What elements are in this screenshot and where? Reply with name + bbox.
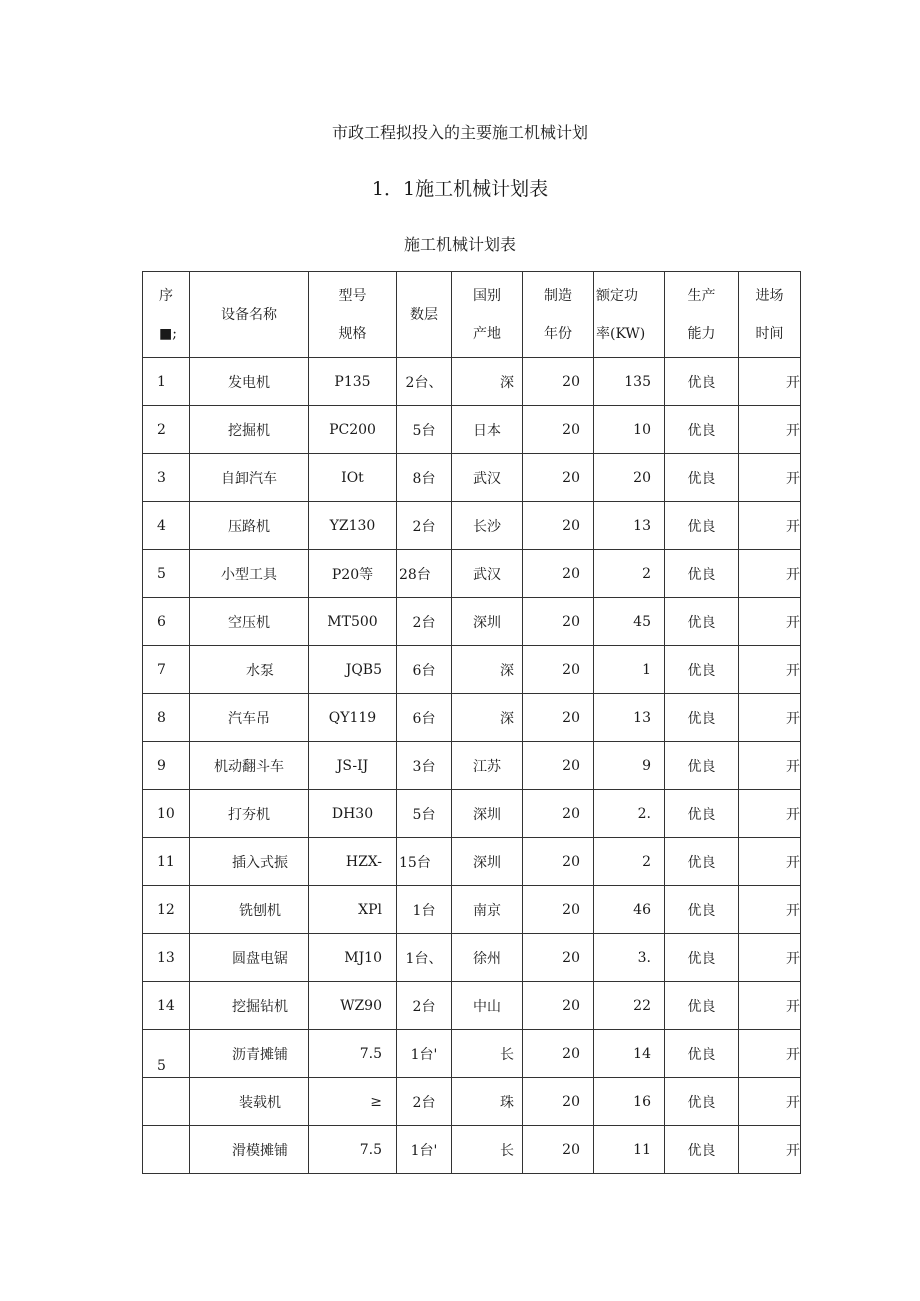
- cell-qty: 2台: [397, 598, 452, 646]
- cell-year: 20: [523, 598, 594, 646]
- cell-capacity: 优良: [665, 502, 739, 550]
- cell-origin: 深圳: [452, 598, 523, 646]
- cell-power: 20: [594, 454, 665, 502]
- cell-entry: 开: [739, 790, 801, 838]
- cell-capacity: 优良: [665, 838, 739, 886]
- header-entry: [739, 272, 801, 358]
- cell-model: IOt: [309, 454, 397, 502]
- cell-year: 20: [523, 646, 594, 694]
- cell-qty: 1台': [397, 1126, 452, 1174]
- cell-seq: 14: [143, 982, 190, 1030]
- cell-qty: 8台: [397, 454, 452, 502]
- header-model-line: 规格: [338, 325, 367, 342]
- cell-qty: 5台: [397, 790, 452, 838]
- cell-capacity: 优良: [665, 1126, 739, 1174]
- cell-capacity: 优良: [665, 886, 739, 934]
- cell-entry: 开: [739, 934, 801, 982]
- table-row: [143, 646, 801, 694]
- header-year-line: 制造: [544, 287, 572, 304]
- cell-origin: 中山: [452, 982, 523, 1030]
- cell-qty: 1台、: [397, 934, 452, 982]
- header-capacity-line: 生产: [687, 287, 716, 304]
- cell-qty: 6台: [397, 646, 452, 694]
- cell-name: 圆盘电锯: [190, 934, 309, 982]
- cell-name: 汽车吊: [190, 694, 309, 742]
- cell-year: 20: [523, 1126, 594, 1174]
- cell-capacity: 优良: [665, 1030, 739, 1078]
- cell-model: YZ130: [309, 502, 397, 550]
- cell-year: 20: [523, 934, 594, 982]
- cell-year: 20: [523, 406, 594, 454]
- table-row: [143, 1030, 801, 1078]
- cell-year: 20: [523, 1030, 594, 1078]
- cell-power: 11: [594, 1126, 665, 1174]
- cell-name: 空压机: [190, 598, 309, 646]
- cell-model: MT500: [309, 598, 397, 646]
- header-origin: [452, 272, 523, 358]
- cell-entry: 开: [739, 358, 801, 406]
- table-row: [143, 838, 801, 886]
- cell-qty: 2台: [397, 1078, 452, 1126]
- cell-origin: 日本: [452, 406, 523, 454]
- header-qty-line: 数层: [410, 306, 438, 323]
- cell-entry: 开: [739, 982, 801, 1030]
- cell-origin: 长: [452, 1126, 523, 1174]
- cell-origin: 深圳: [452, 838, 523, 886]
- cell-qty: 2台: [397, 982, 452, 1030]
- cell-power: 13: [594, 694, 665, 742]
- cell-year: 20: [523, 1078, 594, 1126]
- cell-power: 46: [594, 886, 665, 934]
- table-row: [143, 1126, 801, 1174]
- cell-year: 20: [523, 838, 594, 886]
- table-row: [143, 358, 801, 406]
- cell-origin: 珠: [452, 1078, 523, 1126]
- cell-capacity: 优良: [665, 598, 739, 646]
- cell-origin: 深: [452, 358, 523, 406]
- header-name-line: 设备名称: [221, 306, 277, 323]
- cell-qty: 1台': [397, 1030, 452, 1078]
- cell-entry: 开: [739, 694, 801, 742]
- cell-year: 20: [523, 358, 594, 406]
- cell-origin: 长: [452, 1030, 523, 1078]
- table-row: [143, 406, 801, 454]
- cell-name: 挖掘机: [190, 406, 309, 454]
- cell-capacity: 优良: [665, 454, 739, 502]
- cell-qty: 1台: [397, 886, 452, 934]
- cell-qty: 2台、: [397, 358, 452, 406]
- cell-model: P135: [309, 358, 397, 406]
- cell-model: HZX-: [309, 838, 397, 886]
- cell-year: 20: [523, 550, 594, 598]
- cell-power: 2: [594, 838, 665, 886]
- cell-year: 20: [523, 790, 594, 838]
- header-entry-line: 进场: [755, 287, 784, 304]
- table-row: [143, 886, 801, 934]
- cell-power: 13: [594, 502, 665, 550]
- cell-capacity: 优良: [665, 646, 739, 694]
- table-row: [143, 982, 801, 1030]
- cell-entry: 开: [739, 838, 801, 886]
- cell-capacity: 优良: [665, 550, 739, 598]
- header-model-line: 型号: [338, 287, 367, 304]
- table-row: [143, 934, 801, 982]
- cell-model: QY119: [309, 694, 397, 742]
- cell-origin: 深圳: [452, 790, 523, 838]
- table-row: [143, 454, 801, 502]
- cell-model: P20等: [309, 550, 397, 598]
- cell-name: 装载机: [190, 1078, 309, 1126]
- cell-power: 14: [594, 1030, 665, 1078]
- cell-seq: 7: [143, 646, 190, 694]
- cell-seq: 3: [143, 454, 190, 502]
- cell-entry: 开: [739, 1078, 801, 1126]
- document-title: 市政工程拟投入的主要施工机械计划: [331, 123, 588, 142]
- cell-year: 20: [523, 454, 594, 502]
- cell-entry: 开: [739, 406, 801, 454]
- cell-seq: 10: [143, 790, 190, 838]
- cell-model: JS-IJ: [309, 742, 397, 790]
- header-capacity-line: 能力: [687, 325, 716, 342]
- cell-model: MJ10: [309, 934, 397, 982]
- cell-capacity: 优良: [665, 406, 739, 454]
- cell-seq: 13: [143, 934, 190, 982]
- cell-year: 20: [523, 742, 594, 790]
- cell-seq: 12: [143, 886, 190, 934]
- section-heading: 1．1施工机械计划表: [371, 178, 549, 200]
- cell-model: 7.5: [309, 1030, 397, 1078]
- table-row: [143, 502, 801, 550]
- cell-entry: 开: [739, 454, 801, 502]
- header-power: [594, 272, 665, 358]
- cell-origin: 深: [452, 646, 523, 694]
- cell-entry: 开: [739, 646, 801, 694]
- cell-name: 发电机: [190, 358, 309, 406]
- header-entry-line: 时间: [755, 325, 784, 342]
- cell-model: DH30: [309, 790, 397, 838]
- cell-entry: 开: [739, 598, 801, 646]
- cell-seq: 2: [143, 406, 190, 454]
- cell-name: 铣刨机: [190, 886, 309, 934]
- cell-capacity: 优良: [665, 1078, 739, 1126]
- header-year-line: 年份: [544, 325, 572, 342]
- cell-model: ≥: [309, 1078, 397, 1126]
- cell-entry: 开: [739, 886, 801, 934]
- cell-qty: 15台: [397, 838, 452, 886]
- cell-origin: 徐州: [452, 934, 523, 982]
- cell-origin: 武汉: [452, 550, 523, 598]
- cell-seq: [143, 1126, 190, 1174]
- cell-qty: 5台: [397, 406, 452, 454]
- cell-capacity: 优良: [665, 694, 739, 742]
- cell-origin: 深: [452, 694, 523, 742]
- table-row: [143, 598, 801, 646]
- header-seq-line: ■;: [159, 325, 177, 342]
- cell-entry: 开: [739, 502, 801, 550]
- cell-model: XPl: [309, 886, 397, 934]
- cell-origin: 武汉: [452, 454, 523, 502]
- cell-origin: 南京: [452, 886, 523, 934]
- cell-seq: 9: [143, 742, 190, 790]
- cell-qty: 3台: [397, 742, 452, 790]
- cell-name: 机动翻斗车: [190, 742, 309, 790]
- equipment-table: [142, 271, 801, 1174]
- cell-model: PC200: [309, 406, 397, 454]
- cell-seq: 1: [143, 358, 190, 406]
- cell-year: 20: [523, 502, 594, 550]
- cell-name: 水泵: [190, 646, 309, 694]
- cell-qty: 2台: [397, 502, 452, 550]
- cell-capacity: 优良: [665, 790, 739, 838]
- cell-seq: 5: [143, 550, 190, 598]
- header-power-line: 额定功: [596, 287, 638, 304]
- cell-year: 20: [523, 982, 594, 1030]
- cell-name: 沥青摊铺: [190, 1030, 309, 1078]
- cell-power: 2.: [594, 790, 665, 838]
- cell-name: 自卸汽车: [190, 454, 309, 502]
- cell-power: 135: [594, 358, 665, 406]
- header-origin-line: 国别: [473, 287, 501, 304]
- cell-power: 16: [594, 1078, 665, 1126]
- table-row: [143, 1078, 801, 1126]
- cell-entry: 开: [739, 1126, 801, 1174]
- cell-power: 1: [594, 646, 665, 694]
- cell-entry: 开: [739, 1030, 801, 1078]
- cell-qty: 28台: [397, 550, 452, 598]
- table-row: [143, 550, 801, 598]
- cell-name: 插入式振: [190, 838, 309, 886]
- cell-seq: 11: [143, 838, 190, 886]
- table-caption: 施工机械计划表: [403, 235, 516, 254]
- cell-model: JQB5: [309, 646, 397, 694]
- header-origin-line: 产地: [473, 325, 501, 342]
- cell-year: 20: [523, 694, 594, 742]
- cell-capacity: 优良: [665, 358, 739, 406]
- cell-power: 45: [594, 598, 665, 646]
- cell-capacity: 优良: [665, 742, 739, 790]
- header-qty: [397, 272, 452, 358]
- header-model: [309, 272, 397, 358]
- cell-power: 2: [594, 550, 665, 598]
- cell-name: 打夯机: [190, 790, 309, 838]
- cell-entry: 开: [739, 742, 801, 790]
- cell-origin: 长沙: [452, 502, 523, 550]
- cell-power: 9: [594, 742, 665, 790]
- cell-capacity: 优良: [665, 934, 739, 982]
- header-power-line: 率(KW): [596, 325, 646, 342]
- header-name: [190, 272, 309, 358]
- cell-capacity: 优良: [665, 982, 739, 1030]
- cell-seq: 5: [143, 1030, 190, 1078]
- cell-name: 挖掘钻机: [190, 982, 309, 1030]
- cell-model: 7.5: [309, 1126, 397, 1174]
- cell-seq: [143, 1078, 190, 1126]
- cell-entry: 开: [739, 550, 801, 598]
- header-year: [523, 272, 594, 358]
- cell-name: 压路机: [190, 502, 309, 550]
- cell-power: 3.: [594, 934, 665, 982]
- table-row: [143, 742, 801, 790]
- cell-name: 小型工具: [190, 550, 309, 598]
- header-capacity: [665, 272, 739, 358]
- cell-origin: 江苏: [452, 742, 523, 790]
- cell-qty: 6台: [397, 694, 452, 742]
- header-seq-line: 序: [159, 287, 173, 304]
- table-row: [143, 790, 801, 838]
- header-seq: [143, 272, 190, 358]
- cell-year: 20: [523, 886, 594, 934]
- cell-power: 10: [594, 406, 665, 454]
- table-row: [143, 694, 801, 742]
- cell-seq: 6: [143, 598, 190, 646]
- table-header-row: [143, 272, 801, 358]
- cell-seq: 4: [143, 502, 190, 550]
- cell-name: 滑模摊铺: [190, 1126, 309, 1174]
- cell-model: WZ90: [309, 982, 397, 1030]
- cell-seq: 8: [143, 694, 190, 742]
- cell-power: 22: [594, 982, 665, 1030]
